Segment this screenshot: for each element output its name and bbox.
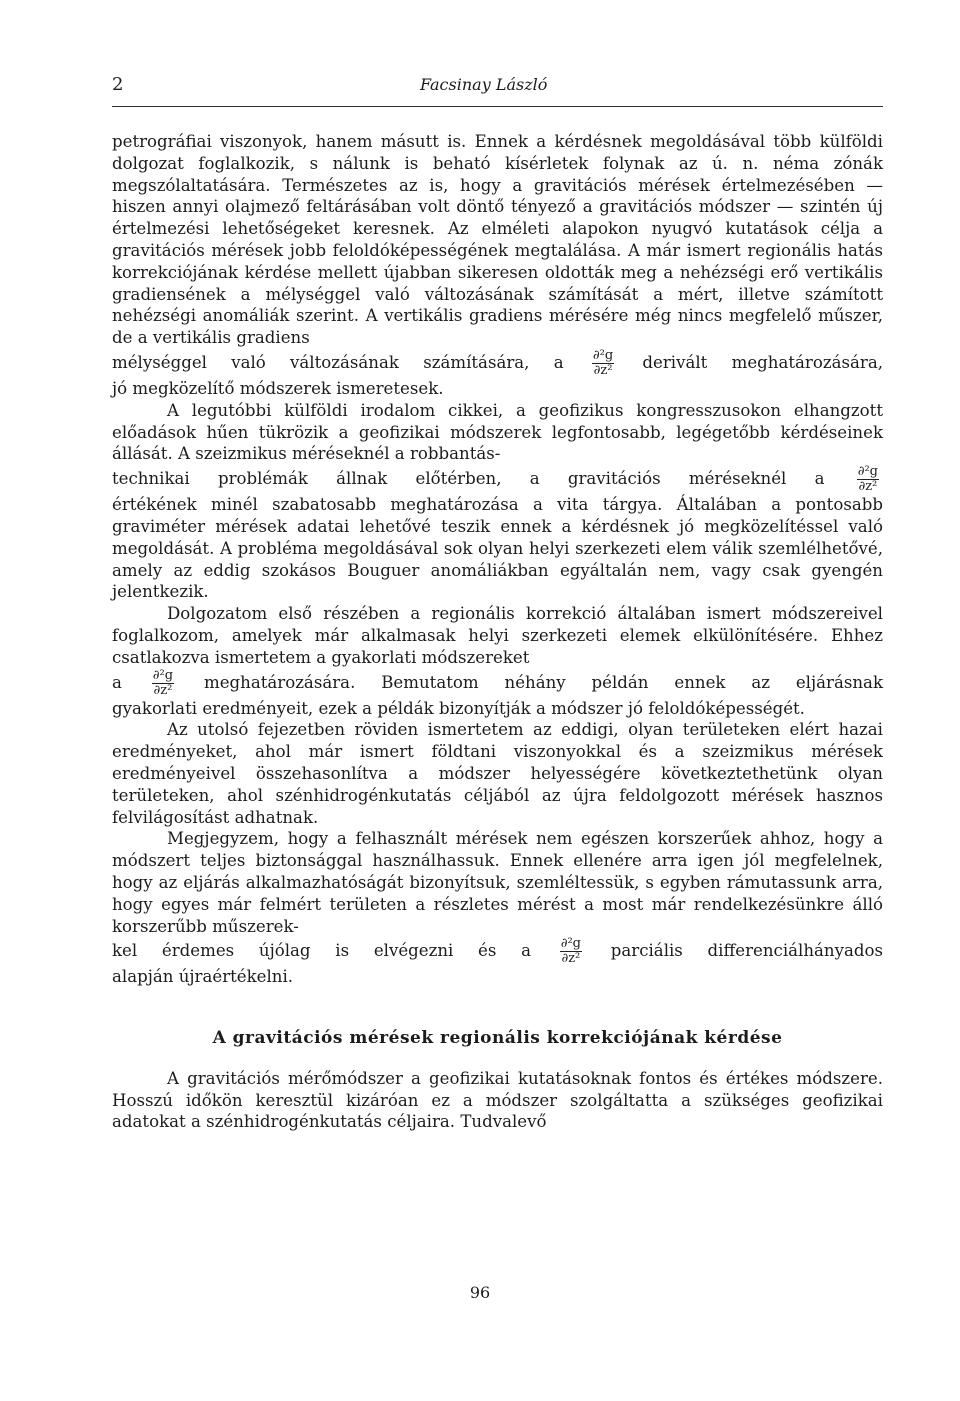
formula-denominator: ∂z²: [858, 479, 878, 495]
formula-numerator: ∂²g: [592, 347, 614, 363]
formula-denominator: ∂z²: [561, 951, 581, 967]
formula-denominator: ∂z²: [593, 362, 613, 378]
paragraph-2: A legutóbbi külföldi irodalom cikkei, a geofizikus kongresszusokon elhangzott előadások hűen tükrözik a geofizikai módszerek legfontosabb, legégetőbb kérdéseinek állását. A szeizmikus méréseknél a robbantás-: [112, 400, 883, 464]
paragraph-2-end: értékének minél szabatosabb meghatározása a vita tárgya. Általában a pontosabb graviméter mérések adatai lehetővé teszik ennek a kérdésnek jó megközelítéssel való megoldását. A probléma megoldásával sok olyan helyi szerkezeti elem válik szemlélhetővé, amely az eddig szokásos Bouguer anomáliákban egyáltalán nem, vagy csak gyengén jelentkezik.: [112, 495, 883, 602]
formula-line-2: [112, 465, 883, 494]
paragraph-1: petrográfiai viszonyok, hanem másutt is. Ennek a kérdésnek megoldásával több külföldi dolgozat foglalkozik, s nálunk is beható kísérletek folynak az ú. n. néma zónák megszólaltatására. Természetes az is, hogy a gravitációs mérések értelmezésében — hiszen annyi olajmező feltárásában volt döntő tényező a gravitációs módszer — szintén új értelmezési lehetőségeket keresnek. Az elméleti alapokon nyugvó kutatások célja a gravitációs mérések jobb feloldóképességének megtalálása. A már ismert regionális hatás korrekciójának kérdése mellett újabban sikeresen oldották meg a nehézségi erő vertikális gradiensének a mélységgel való változásának számítását a mért, illetve számított nehézségi anomáliák szerint. A vertikális gradiens mérésére még nincs megfelelő műszer, de a vertikális gradiens: [112, 132, 883, 348]
formula-denominator: ∂z²: [153, 682, 173, 698]
derivative-formula-3: [152, 669, 174, 698]
formula-line-3-text-a: meghatározására. Bemutatom néhány példán ennek az eljárásnak: [203, 672, 883, 692]
formula-line-1-text-b: derivált meghatározására,: [642, 352, 883, 372]
derivative-formula-2: [857, 465, 879, 494]
formula-line-1-text-a: mélységgel való változásának számítására, a: [112, 352, 564, 372]
formula-numerator: ∂²g: [560, 936, 582, 952]
formula-line-1: [112, 349, 883, 378]
paragraph-4: Az utolsó fejezetben röviden ismertetem az eddigi, olyan területeken elért hazai eredményeket, ahol már ismert földtani viszonyokkal és a szeizmikus mérések eredményeivel összehasonlítva a módszer helyességére következtethetünk olyan területeken, ahol szénhidrogénkutatás céljából az újra feldolgozott mérések hasznos felvilágosítást adhatnak.: [112, 720, 883, 827]
derivative-formula-1: [592, 349, 614, 378]
formula-line-3: [112, 669, 883, 698]
section-title: A gravitációs mérések regionális korrekciójának kérdése: [212, 1028, 783, 1049]
formula-line-3-pre: a: [112, 672, 122, 692]
page-header: [112, 74, 883, 107]
formula-line-2-text-a: technikai problémák állnak előtérben, a gravitációs méréseknél a: [112, 469, 825, 489]
formula-numerator: ∂²g: [857, 464, 878, 480]
page: [112, 74, 883, 1133]
paragraph-3: Dolgozatom első részében a regionális korrekció általában ismert módszereivel foglalkozom, amelyek már alkalmasak helyi szerkezeti elemek elkülönítésére. Ehhez csatlakozva ismertetem a gyakorlati módszereket: [112, 604, 883, 667]
footer-page-number: 96: [469, 1283, 491, 1302]
formula-line-4-text-b: parciális differenciálhányados: [610, 941, 883, 961]
derivative-formula-4: [560, 937, 582, 966]
paragraph-1-end: jó megközelítő módszerek ismeretesek.: [112, 378, 444, 398]
paragraph-5: Megjegyzem, hogy a felhasznált mérések nem egészen korszerűek ahhoz, hogy a módszert teljes biztonsággal használhassuk. Ennek ellenére arra igen jól megfelelnek, hogy az eljárás alkalmazhatóságát bizonyítsuk, szemléltessük, s egyben rámutassunk arra, hogy egyes már felmért területen a részletes mérést a most már rendelkezésünkre álló korszerűbb műszerek-: [112, 829, 883, 936]
paragraph-5-end: alapján újraértékelni.: [112, 967, 294, 987]
paragraph-3-end: gyakorlati eredményeit, ezek a példák bizonyítják a módszer jó feloldóképességét.: [112, 698, 805, 718]
body-text: [112, 131, 883, 1133]
header-page-number: 2: [112, 74, 124, 95]
formula-line-4-text-a: kel érdemes újólag is elvégezni és a: [112, 941, 532, 961]
running-head: Facsinay László: [420, 75, 548, 94]
paragraph-6: A gravitációs mérőmódszer a geofizikai kutatásoknak fontos és értékes módszere. Hosszú időkön keresztül kizáróan ez a módszer szolgáltatta a szükséges geofizikai adatokat a szénhidrogénkutatás céljaira. Tudvalevő: [112, 1068, 883, 1132]
formula-line-4: [112, 937, 883, 966]
formula-numerator: ∂²g: [152, 667, 174, 683]
